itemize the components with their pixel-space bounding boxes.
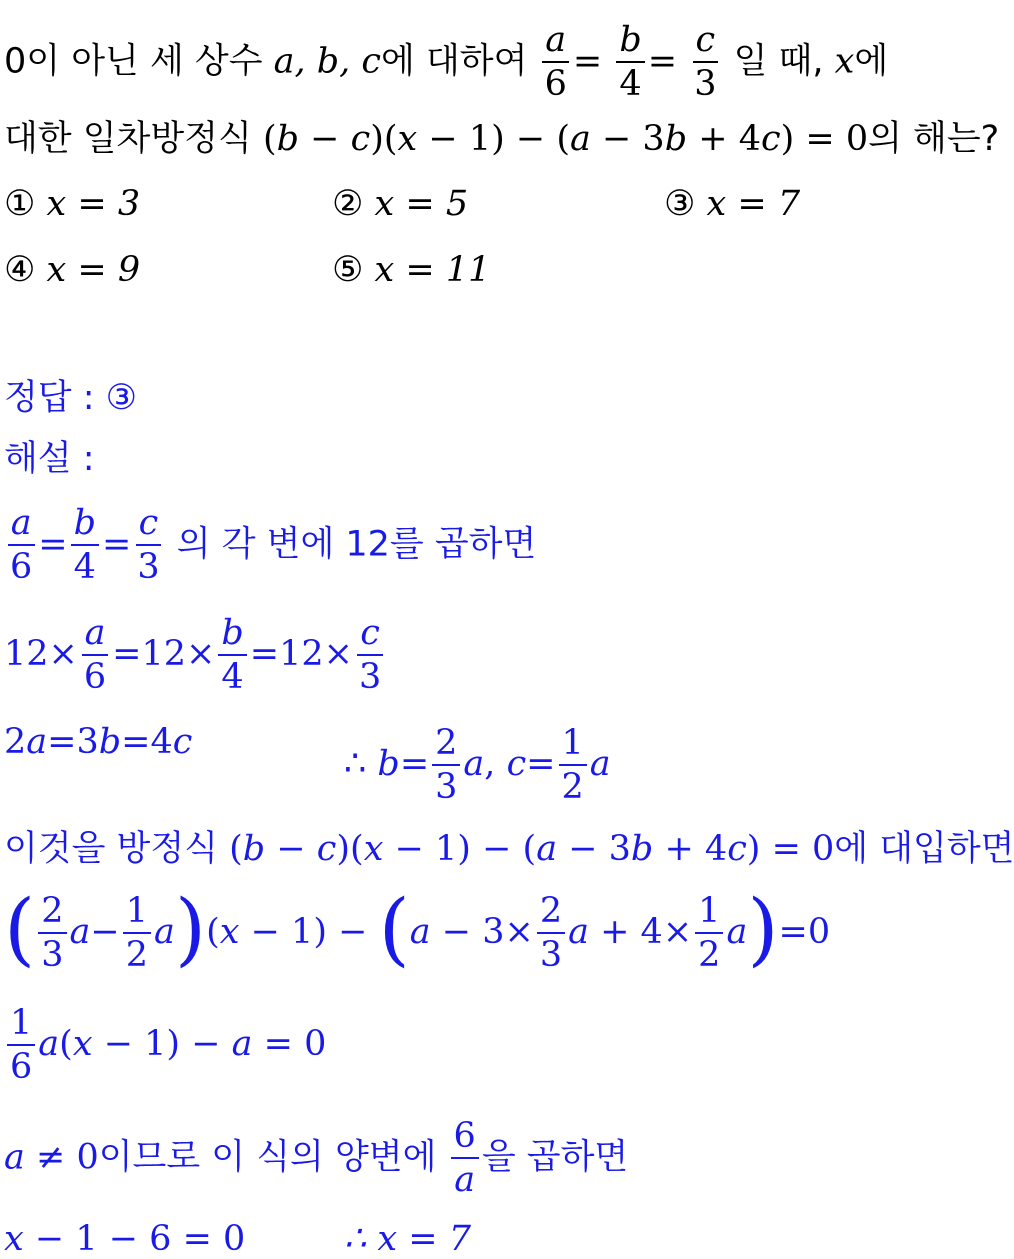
solution-step-2: 12× $\frac{a}{6}$ =12× $\frac{b}{4}$ =12× $\frac{c}{3}$ xyxy=(4,613,382,697)
step-1-text: 의 각 변에 12를 곱하면 xyxy=(176,524,537,565)
solution-step-6: $\frac{1}{6}$ a(x − 1) − a = 0 xyxy=(4,1005,326,1086)
problem-line-2: 대한 일차방정식 (b − c)(x − 1) − (a − 3b + 4c) = 0의 해는? xyxy=(4,119,1000,159)
choice-row-2 xyxy=(4,250,491,290)
fraction-c-3: $\frac{c}{3}$ xyxy=(694,20,717,104)
solution-step-3: 2a=3b=4c ∴ b= $\frac{2}{3}$ a, c= $\frac{1}{2}$ a xyxy=(4,722,611,807)
choice-row-1 xyxy=(4,184,801,224)
choice-equation: x = 9 xyxy=(46,250,141,290)
choice-3[interactable] xyxy=(664,184,801,224)
step-7-text: 이므로 이 식의 양변에 xyxy=(98,1137,437,1178)
conclusion: ∴ x = 7 xyxy=(344,1219,471,1259)
explanation-label: 해설 : xyxy=(4,439,95,479)
problem-line-1: 0이 아닌 세 상수 a, b, c에 대하여 $\frac{a}{6}$ = $\frac{b}{4}$ = $\frac{c}{3}$ 일 때, x에 xyxy=(4,20,889,104)
choice-4[interactable] xyxy=(4,250,140,290)
choice-mark: ① xyxy=(4,184,36,224)
choice-mark: ③ xyxy=(664,184,696,224)
solution-step-5: ( $\frac{2}{3}$ a− $\frac{1}{2}$ a)(x − 1) − (a − 3× $\frac{2}{3}$ a + 4× $\frac{1}{2}$ a)=0 xyxy=(4,882,831,976)
choice-mark: ② xyxy=(332,184,364,224)
fraction-b-4: $\frac{b}{4}$ xyxy=(616,22,644,103)
choice-2[interactable] xyxy=(332,184,469,224)
problem-intro: 0이 아닌 세 상수 xyxy=(4,41,263,82)
solution-step-1: $\frac{a}{6}$ = $\frac{b}{4}$ = $\frac{c}{3}$ 의 각 변에 12를 곱하면 xyxy=(4,505,536,586)
choice-mark: ⑤ xyxy=(332,250,364,290)
choice-equation: x = 7 xyxy=(706,184,801,224)
choice-equation: x = 5 xyxy=(374,184,469,224)
solution-step-8: x − 1 − 6 = 0 ∴ x = 7 xyxy=(4,1219,471,1259)
problem-question: 의 해는? xyxy=(868,119,1000,159)
step-4-text: 이것을 방정식 xyxy=(4,829,218,869)
solution-step-4: 이것을 방정식 (b − c)(x − 1) − (a − 3b + 4c) = 0에 대입하면 xyxy=(4,829,1014,869)
problem-for: 에 xyxy=(854,41,889,82)
problem-equation-label: 대한 일차방정식 xyxy=(4,119,252,159)
choice-mark: ④ xyxy=(4,250,36,290)
problem-intro-cont: 에 대하여 xyxy=(381,41,528,82)
choice-equation: x = 11 xyxy=(374,250,491,290)
choice-5[interactable] xyxy=(332,250,491,290)
answer-label: 정답 : ③ xyxy=(4,378,138,418)
choice-equation: x = 3 xyxy=(46,184,141,224)
solution-step-7: a ≠ 0이므로 이 식의 양변에 $\frac{6}{a}$ 을 곱하면 xyxy=(4,1116,629,1200)
step-7-text-end: 을 곱하면 xyxy=(481,1137,629,1178)
choice-1[interactable] xyxy=(4,184,140,224)
step-4-text-end: 에 대입하면 xyxy=(834,829,1014,869)
problem-condition: 일 때, xyxy=(733,41,824,82)
fraction-a-6: $\frac{a}{6}$ xyxy=(542,22,570,103)
